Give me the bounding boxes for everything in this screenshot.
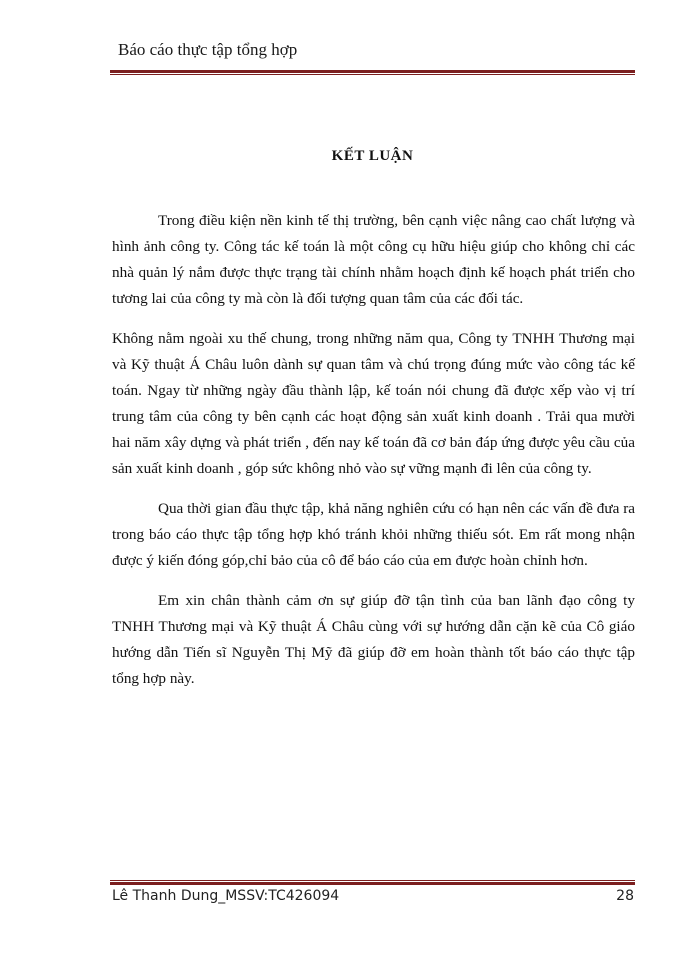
footer-divider-thin (110, 880, 635, 881)
footer-author: Lê Thanh Dung_MSSV:TC426094 (112, 888, 340, 904)
page-number: 28 (616, 888, 634, 904)
footer-divider (110, 880, 635, 886)
header-divider-thin (110, 74, 635, 75)
section-heading: KẾT LUẬN (331, 148, 414, 164)
paragraph-1: Trong điều kiện nền kinh tế thị trường, bên cạnh việc nâng cao chất lượng và hình ảnh công ty. Công tác kế toán là một công cụ hữu hiệu giúp cho không chỉ các nhà quản lý nắm được thực trạng tài chính nhằm hoạch định kế hoạch phát triển cho tương lai của công ty mà còn là đối tượng quan tâm của các đối tác. (112, 212, 635, 307)
header-divider (110, 70, 635, 76)
footer-divider-thick (110, 882, 635, 885)
header-divider-thick (110, 70, 635, 73)
paragraph-4: Em xin chân thành cảm ơn sự giúp đỡ tận tình của ban lãnh đạo công ty TNHH Thương mại và Kỹ thuật Á Châu cùng với sự hướng dẫn cặn kẽ của Cô giáo hướng dẫn Tiến sĩ Nguyễn Thị Mỹ đã giúp đỡ em hoàn thành tốt báo cáo thực tập tổng hợp này. (112, 592, 635, 687)
paragraph-3: Qua thời gian đầu thực tập, khả năng nghiên cứu có hạn nên các vấn đề đưa ra trong báo cáo thực tập tổng hợp khó tránh khỏi những thiếu sót. Em rất mong nhận được ý kiến đóng góp,chỉ bảo của cô để báo cáo của em được hoàn chỉnh hơn. (112, 500, 635, 569)
body-text (112, 208, 635, 706)
header-title: Báo cáo thực tập tổng hợp (118, 40, 298, 59)
paragraph-2: Không nằm ngoài xu thế chung, trong những năm qua, Công ty TNHH Thương mại và Kỹ thuật Á Châu luôn dành sự quan tâm và chú trọng đúng mức vào công tác kế toán. Ngay từ những ngày đầu thành lập, kế toán nói chung đã được xếp vào vị trí trung tâm của công ty bên cạnh các hoạt động sản xuất kinh doanh . Trải qua mười hai năm xây dựng và phát triển , đến nay kế toán đã cơ bản đáp ứng được yêu cầu của sản xuất kinh doanh , góp sức không nhỏ vào sự vững mạnh đi lên của công ty. (112, 330, 635, 477)
